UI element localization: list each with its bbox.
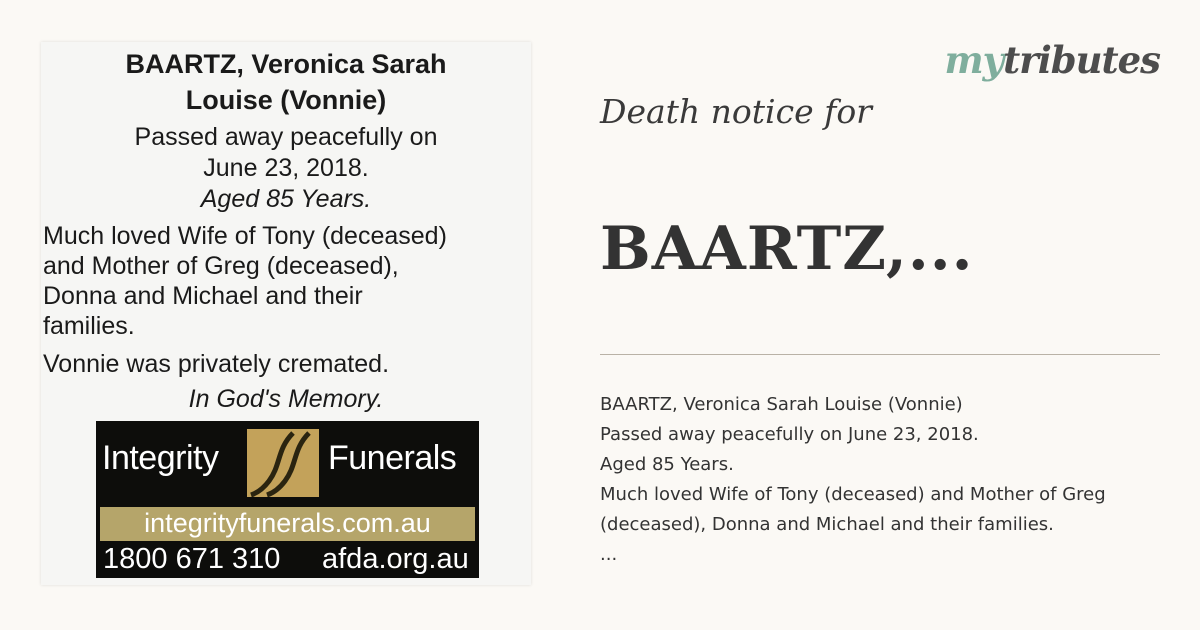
notice-family <box>43 221 529 341</box>
ad-word-funerals: Funerals <box>328 439 457 477</box>
notice-family-line: Donna and Michael and their <box>43 282 363 310</box>
notice-passed-line1: Passed away peacefully on <box>134 123 438 151</box>
logo-my: my <box>944 38 1004 82</box>
summary-line: Passed away peacefully on June 23, 2018. <box>600 424 979 445</box>
notice-passed <box>41 122 531 215</box>
ad-url: integrityfunerals.com.au <box>144 508 431 538</box>
death-notice-image <box>41 42 531 585</box>
notice-family-line: and Mother of Greg (deceased), <box>43 252 399 280</box>
summary-line: BAARTZ, Veronica Sarah Louise (Vonnie) <box>600 394 963 415</box>
notice-passed-line2: June 23, 2018. <box>203 154 369 182</box>
funeral-ad <box>96 421 479 578</box>
logo-tributes: tributes <box>1003 38 1160 82</box>
deceased-name-title: BAARTZ,... <box>600 214 974 284</box>
notice-memory: In God's Memory. <box>188 385 384 413</box>
summary-line: (deceased), Donna and Michael and their families. <box>600 514 1054 535</box>
notice-aged: Aged 85 Years. <box>200 185 372 213</box>
ad-url-bar <box>100 507 475 541</box>
notice-name-line1: BAARTZ, Veronica Sarah <box>125 49 447 79</box>
notice-cremated: Vonnie was privately cremated. <box>43 350 390 378</box>
ad-phone: 1800 671 310 <box>103 543 281 575</box>
notice-name-line2: Louise (Vonnie) <box>185 85 387 115</box>
ad-word-integrity: Integrity <box>102 439 219 477</box>
divider <box>600 354 1160 355</box>
notice-family-line: families. <box>43 312 135 340</box>
mytributes-logo[interactable] <box>944 38 1160 82</box>
summary-ellipsis: ... <box>600 544 618 565</box>
funeral-logo-icon <box>247 429 319 497</box>
notice-name <box>41 46 531 118</box>
ad-afda: afda.org.au <box>322 543 469 575</box>
notice-summary <box>600 390 1180 570</box>
summary-line: Aged 85 Years. <box>600 454 734 475</box>
notice-family-line: Much loved Wife of Tony (deceased) <box>43 222 447 250</box>
death-notice-heading: Death notice for <box>600 92 872 131</box>
summary-line: Much loved Wife of Tony (deceased) and Mother of Greg <box>600 484 1106 505</box>
